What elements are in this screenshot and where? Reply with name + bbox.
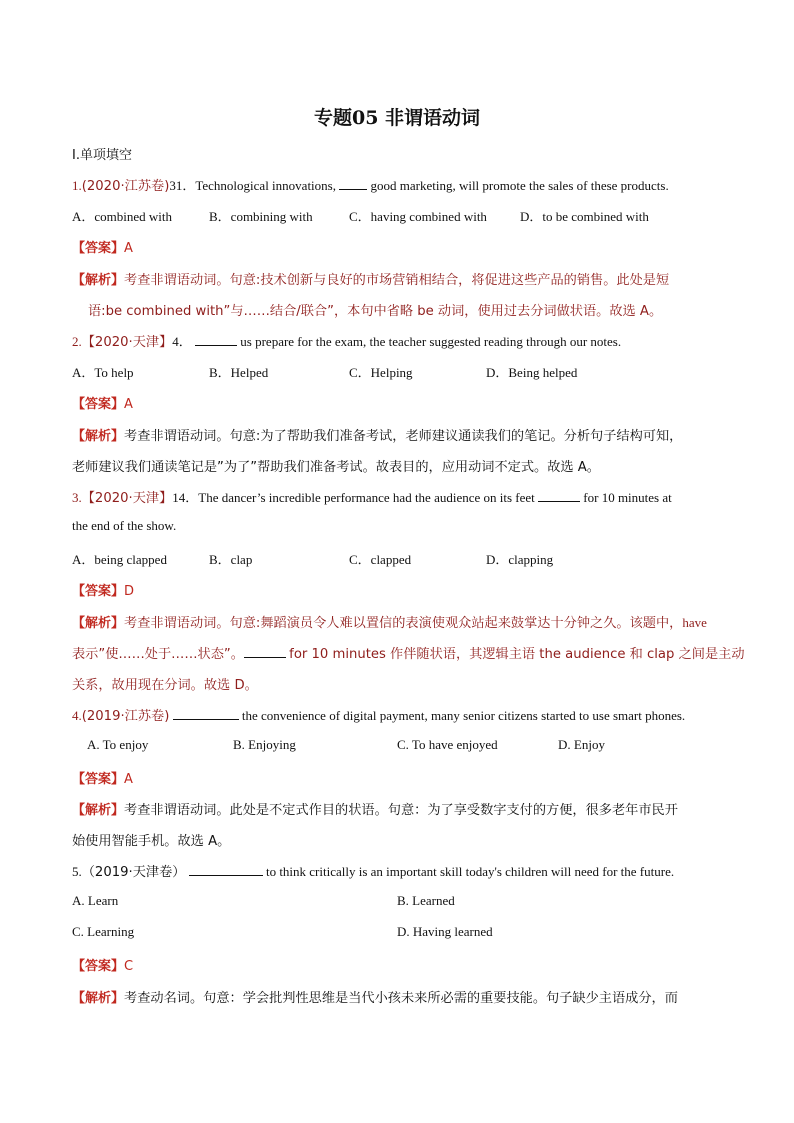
question-3-stem-continued: the end of the show. bbox=[72, 518, 177, 533]
option-d: D. Enjoy bbox=[558, 737, 605, 752]
analysis-line: 【解析】考查非谓语动词。句意:技术创新与良好的市场营销相结合，将促进这些产品的销售。此处是短 bbox=[72, 273, 670, 288]
answer-blank bbox=[339, 177, 367, 190]
option-d: D．to be combined with bbox=[520, 209, 649, 224]
option-b: B．Helped bbox=[209, 365, 269, 380]
analysis-line: 【解析】考查非谓语动词。句意:舞蹈演员令人难以置信的表演使观众站起来鼓掌达十分钟之久。该题中，have bbox=[72, 615, 707, 631]
analysis-continuation: 语:be combined with”与……结合/联合”，本句中省略 be 动词，使用过去分词做状语。故选 A。 bbox=[88, 304, 663, 319]
answer-line: 【答案】D bbox=[72, 584, 135, 599]
answer-blank bbox=[244, 645, 286, 658]
analysis-line: 【解析】考查动名词。句意：学会批判性思维是当代小孩未来所必需的重要技能。句子缺少主语成分，而 bbox=[72, 991, 678, 1006]
option-b: B. Enjoying bbox=[233, 737, 296, 752]
section-heading: I.单项填空 bbox=[72, 148, 132, 163]
option-c: C．having combined with bbox=[349, 209, 487, 224]
question-4-stem: 4.(2019·江苏卷) the convenience of digital payment, many senior citizens started to use smart phones. bbox=[72, 708, 686, 724]
answer-blank bbox=[173, 707, 239, 720]
question-2-stem: 2.【2020·天津】4． us prepare for the exam, the teacher suggested reading through our notes. bbox=[72, 334, 622, 350]
option-a: A. Learn bbox=[72, 893, 119, 908]
option-a: A．being clapped bbox=[72, 552, 167, 567]
question-source: 【2020·天津】 bbox=[81, 491, 173, 506]
option-c: C．Helping bbox=[349, 365, 413, 380]
answer-value: A bbox=[124, 397, 133, 412]
option-b: B．clap bbox=[209, 552, 253, 567]
option-d: D．Being helped bbox=[486, 365, 578, 380]
analysis-continuation: 表示”使……处于……状态”。 for 10 minutes 作伴随状语，其逻辑主语 the audience 和 clap 之间是主动 bbox=[72, 647, 745, 662]
answer-value: D bbox=[124, 584, 135, 599]
answer-line: 【答案】A bbox=[72, 397, 133, 412]
answer-line: 【答案】C bbox=[72, 959, 134, 974]
option-d: D. Having learned bbox=[397, 924, 493, 939]
question-5-stem: 5.（2019·天津卷） to think critically is an important skill today's children will need for the future. bbox=[72, 864, 675, 880]
question-source: (2019·江苏卷) bbox=[81, 709, 170, 724]
answer-blank bbox=[195, 333, 237, 346]
option-a: A．To help bbox=[72, 365, 134, 380]
option-a: A．combined with bbox=[72, 209, 173, 224]
question-source: (2020·江苏卷) bbox=[81, 179, 170, 194]
option-c: C. To have enjoyed bbox=[397, 737, 498, 752]
option-d: D．clapping bbox=[486, 552, 554, 567]
answer-blank bbox=[189, 863, 263, 876]
option-c: C. Learning bbox=[72, 924, 135, 939]
question-3-stem: 3.【2020·天津】14．The dancer’s incredible performance had the audience on its feet for 10 minutes at bbox=[72, 490, 672, 506]
option-b: B．combining with bbox=[209, 209, 313, 224]
analysis-line: 【解析】考查非谓语动词。句意:为了帮助我们准备考试，老师建议通读我们的笔记。分析句子结构可知， bbox=[72, 429, 683, 444]
question-1-stem: 1.(2020·江苏卷)31．Technological innovations, good marketing, will promote the sales of these products. bbox=[72, 178, 669, 194]
answer-line: 【答案】A bbox=[72, 241, 133, 256]
analysis-continuation: 始使用智能手机。故选 A。 bbox=[72, 834, 231, 849]
question-source: 【2020·天津】 bbox=[81, 335, 173, 350]
question-source: （2019·天津卷） bbox=[81, 865, 186, 880]
option-c: C．clapped bbox=[349, 552, 412, 567]
answer-blank bbox=[538, 489, 580, 502]
answer-value: A bbox=[124, 241, 133, 256]
page-title: 专题05 非谓语动词 bbox=[313, 107, 481, 129]
analysis-continuation: 关系，故用现在分词。故选 D。 bbox=[72, 678, 258, 693]
analysis-continuation: 老师建议我们通读笔记是”为了”帮助我们准备考试。故表目的，应用动词不定式。故选 A。 bbox=[72, 460, 600, 475]
analysis-line: 【解析】考查非谓语动词。此处是不定式作目的状语。句意：为了享受数字支付的方便，很多老年市民开 bbox=[72, 803, 678, 818]
option-a: A. To enjoy bbox=[87, 737, 149, 752]
option-b: B. Learned bbox=[397, 893, 455, 908]
answer-line: 【答案】A bbox=[72, 772, 133, 787]
answer-value: A bbox=[124, 772, 133, 787]
answer-value: C bbox=[124, 959, 134, 974]
